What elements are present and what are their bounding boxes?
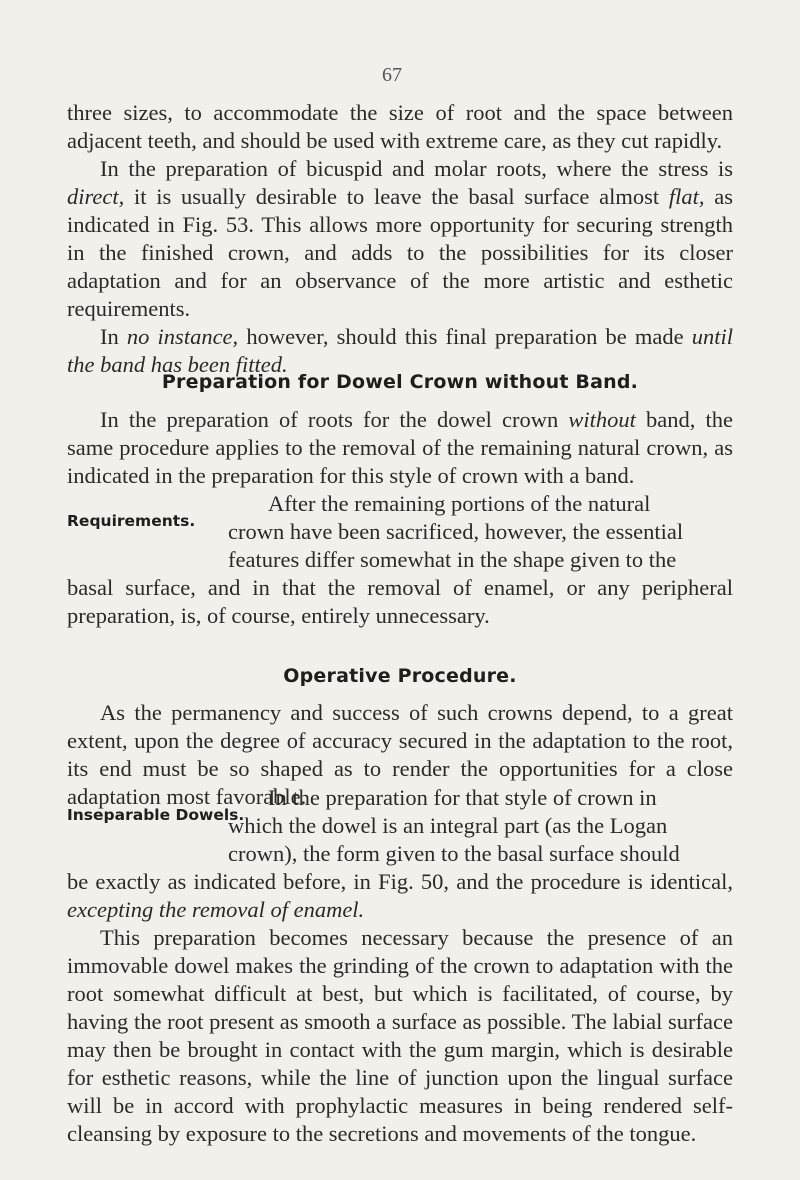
section-heading: Preparation for Dowel Crown without Band. bbox=[161, 371, 639, 393]
margin-note-inseparable-dowels: Inseparable Dowels. bbox=[67, 806, 245, 824]
text-line: which the dowel is an integral part (as the Logan bbox=[228, 813, 668, 838]
text-line: crown), the form given to the basal surface should bbox=[228, 841, 680, 866]
opening-paragraphs bbox=[67, 99, 733, 379]
text-line: crown have been sacrificed, however, the essential bbox=[228, 519, 684, 544]
inseparable-dowels-paragraph bbox=[228, 784, 733, 868]
margin-note-requirements: Requirements. bbox=[67, 512, 196, 530]
paragraph: In no instance, however, should this final preparation be made until the band has been fitted. bbox=[67, 324, 733, 377]
closing-paragraphs bbox=[67, 868, 733, 1148]
text-line: features differ somewhat in the shape given to the bbox=[228, 547, 677, 572]
paragraph: This preparation becomes necessary because the presence of an immovable dowel makes the grinding of the crown to adaptation with the root somewhat difficult at best, but which is facilitated, of course, by having the root present as smooth a surface as possible. The labial surface may then be brought in contact with the gum margin, which is desirable for esthetic reasons, while the line of junction upon the lingual surface will be in accord with prophylactic measures in being rendered self-cleansing by exposure to the secretions and movements of the tongue. bbox=[67, 925, 733, 1146]
requirements-paragraph bbox=[228, 490, 733, 574]
paragraph: basal surface, and in that the removal of enamel, or any peripheral preparation, is, of course, entirely unnecessary. bbox=[67, 575, 733, 628]
paragraph: three sizes, to accommodate the size of root and the space between adjacent teeth, and should be used with extreme care, as they cut rapidly. bbox=[67, 100, 733, 153]
section-heading: Operative Procedure. bbox=[283, 665, 517, 687]
requirements-continuation bbox=[67, 574, 733, 630]
text-line: In the preparation for that style of crown in bbox=[268, 785, 657, 810]
paragraph: be exactly as indicated before, in Fig. 50, and the procedure is identical, excepting the removal of enamel. bbox=[67, 869, 733, 922]
page-number: 67 bbox=[382, 64, 402, 86]
dowel-crown-paragraph bbox=[67, 406, 733, 490]
paragraph: In the preparation of roots for the dowel crown without band, the same procedure applies to the removal of the remaining natural crown, as indicated in the preparation for this style of crown with a band. bbox=[67, 407, 734, 488]
paragraph: In the preparation of bicuspid and molar roots, where the stress is direct, it is usually desirable to leave the basal surface almost flat, as indicated in Fig. 53. This allows more opportunity for securing strength in the finished crown, and adds to the possibilities for its closer adaptation and for an observance of the more artistic and esthetic requirements. bbox=[67, 156, 734, 321]
text-line: After the remaining portions of the natural bbox=[268, 491, 651, 516]
paragraph: As the permanency and success of such crowns depend, to a great extent, upon the degree of accuracy secured in the adaptation to the root, its end must be so shaped as to render the opportunities for a close adaptation most favorable. bbox=[67, 700, 733, 809]
